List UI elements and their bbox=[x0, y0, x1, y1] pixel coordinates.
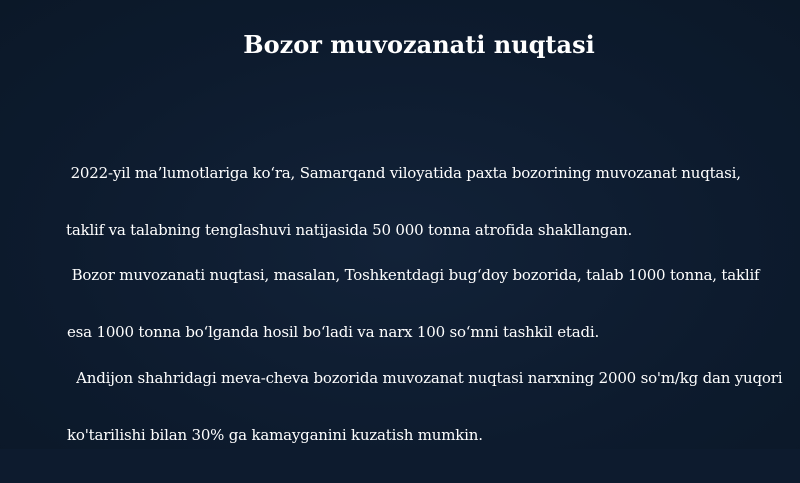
paragraph-andijon-fruit bbox=[67, 331, 792, 483]
paragraph-line: Andijon shahridagi meva-cheva bozorida muvozanat nuqtasi narxning 2000 so'm/kg dan yuqori bbox=[67, 369, 783, 387]
paragraph-line: 2022-yil ma’lumotlariga ko‘ra, Samarqand viloyatida paxta bozorining muvozanat nuqtasi, bbox=[66, 164, 741, 182]
paragraph-line: Bozor muvozanati nuqtasi, masalan, Toshkentdagi bug‘doy bozorida, talab 1000 tonna, taklif bbox=[67, 266, 760, 284]
paragraph-line: ko'tarilishi bilan 30% ga kamayganini kuzatish mumkin. bbox=[67, 426, 483, 444]
paragraph-line: taklif va talabning tenglashuvi natijasida 50 000 tonna atrofida shakllangan. bbox=[66, 221, 633, 239]
slide-title: Bozor muvozanati nuqtasi bbox=[243, 30, 595, 59]
paragraph-line: esa 1000 tonna bo‘lganda hosil bo‘ladi va narx 100 so‘mni tashkil etadi. bbox=[67, 323, 600, 341]
